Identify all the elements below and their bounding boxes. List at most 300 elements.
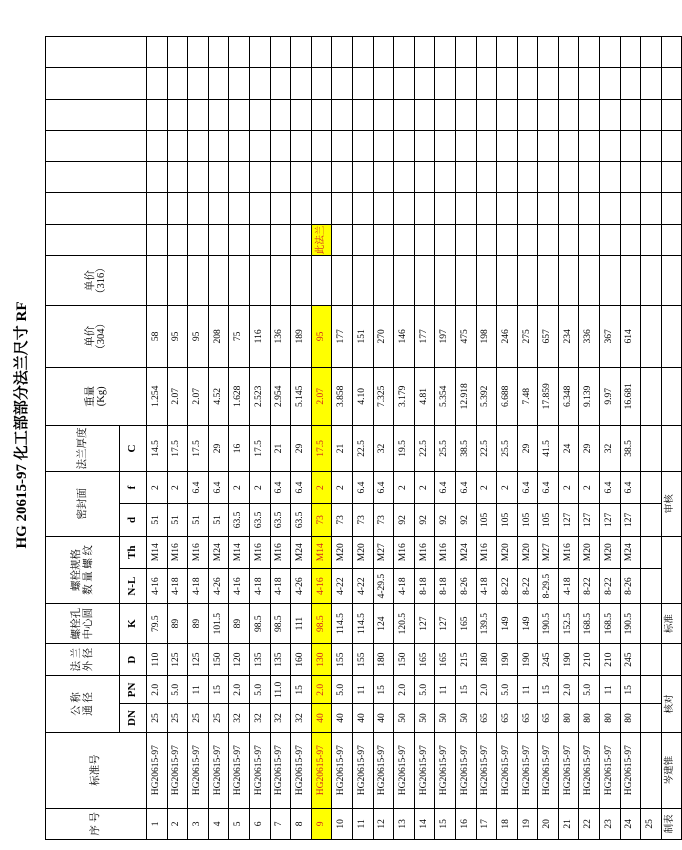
cell-price-304: 657 — [538, 306, 559, 368]
footer-checked-label: 核对 — [661, 676, 681, 732]
cell-bolt-circle: 120.5 — [394, 604, 415, 644]
cell-bolt-thread: M20 — [332, 536, 353, 568]
footer-prepared-by: 岑建锥 — [661, 732, 681, 808]
table-row — [373, 37, 394, 840]
cell-bolt-thread: M16 — [394, 536, 415, 568]
cell-blank — [579, 68, 600, 99]
cell-standard: HG20615-97 — [249, 732, 270, 808]
cell-dn: 80 — [620, 704, 641, 732]
cell-blank — [311, 162, 332, 193]
cell-price-304: 95 — [188, 306, 209, 368]
cell-blank — [414, 68, 435, 99]
cell-blank — [270, 99, 291, 130]
cell-bolt-holes: 8-22 — [497, 568, 518, 603]
cell-seal-f: 6.4 — [538, 471, 559, 503]
cell-seal-d: 73 — [311, 504, 332, 536]
cell-seal-f: 2 — [167, 471, 188, 503]
cell-note — [373, 224, 394, 255]
table-row — [517, 37, 538, 840]
cell-blank — [229, 37, 250, 68]
cell-blank — [352, 68, 373, 99]
cell-note — [641, 224, 662, 255]
cell-pn: 11 — [352, 676, 373, 704]
cell-blank — [517, 193, 538, 224]
cell-seal-d: 73 — [352, 504, 373, 536]
cell-thickness: 22.5 — [476, 426, 497, 472]
cell-seal-f: 2 — [476, 471, 497, 503]
cell-flange-od: 135 — [270, 643, 291, 675]
cell-thickness: 25.5 — [435, 426, 456, 472]
cell-seq: 1 — [147, 808, 168, 839]
cell-note — [538, 224, 559, 255]
cell-standard: HG20615-97 — [394, 732, 415, 808]
header-bolt-spec: 螺栓规格 数 量 螺 纹 — [46, 536, 120, 604]
cell-note — [455, 224, 476, 255]
cell-weight: 5.145 — [291, 367, 312, 425]
cell-standard: HG20615-97 — [373, 732, 394, 808]
cell-blank — [332, 68, 353, 99]
cell-flange-od: 130 — [311, 643, 332, 675]
cell-standard: HG20615-97 — [291, 732, 312, 808]
cell-dn: 50 — [414, 704, 435, 732]
footer-cell — [661, 536, 681, 604]
cell-price-316 — [517, 256, 538, 306]
cell-flange-od: 150 — [208, 643, 229, 675]
cell-blank — [538, 99, 559, 130]
cell-price-316 — [208, 256, 229, 306]
cell-blank — [291, 162, 312, 193]
cell-dn: 25 — [188, 704, 209, 732]
cell-blank — [579, 193, 600, 224]
cell-seal-d: 51 — [188, 504, 209, 536]
cell-blank — [229, 68, 250, 99]
cell-weight: 5.392 — [476, 367, 497, 425]
cell-standard: HG20615-97 — [476, 732, 497, 808]
cell-pn: 2.0 — [476, 676, 497, 704]
cell-blank — [641, 130, 662, 161]
cell-bolt-holes: 4-18 — [558, 568, 579, 603]
cell-blank — [497, 162, 518, 193]
cell-price-316 — [188, 256, 209, 306]
cell-bolt-circle: 101.5 — [208, 604, 229, 644]
cell-blank — [394, 193, 415, 224]
cell-price-304: 246 — [497, 306, 518, 368]
cell-bolt-holes: 4-16 — [311, 568, 332, 603]
cell-standard: HG20615-97 — [352, 732, 373, 808]
cell-blank — [394, 99, 415, 130]
cell-price-304: 75 — [229, 306, 250, 368]
cell-note — [497, 224, 518, 255]
cell-price-304: 234 — [558, 306, 579, 368]
cell-blank — [373, 68, 394, 99]
cell-blank — [188, 130, 209, 161]
header-flange-od: 法 兰 外 径 — [46, 643, 120, 675]
cell-bolt-thread: M24 — [208, 536, 229, 568]
cell-bolt-thread: M16 — [558, 536, 579, 568]
cell-seq: 5 — [229, 808, 250, 839]
cell-price-316 — [620, 256, 641, 306]
cell-blank — [476, 130, 497, 161]
cell-thickness: 32 — [600, 426, 621, 472]
cell-bolt-circle: 98.5 — [270, 604, 291, 644]
cell-thickness: 29 — [579, 426, 600, 472]
cell-standard: HG20615-97 — [497, 732, 518, 808]
cell-thickness: 19.5 — [394, 426, 415, 472]
cell-price-304: 197 — [435, 306, 456, 368]
cell-note — [270, 224, 291, 255]
cell-standard: HG20615-97 — [167, 732, 188, 808]
cell-blank — [291, 99, 312, 130]
cell-seal-d: 105 — [538, 504, 559, 536]
footer-cell — [661, 130, 681, 161]
flange-size-table — [45, 36, 682, 840]
cell-bolt-thread: M24 — [291, 536, 312, 568]
cell-blank — [229, 99, 250, 130]
cell-thickness: 29 — [208, 426, 229, 472]
cell-dn: 50 — [394, 704, 415, 732]
cell-seq: 12 — [373, 808, 394, 839]
cell-dn: 80 — [558, 704, 579, 732]
subheader-th: Th — [120, 536, 147, 568]
cell-thickness: 22.5 — [352, 426, 373, 472]
cell-price-316 — [394, 256, 415, 306]
cell-seq: 4 — [208, 808, 229, 839]
cell-blank — [538, 68, 559, 99]
cell-blank — [579, 162, 600, 193]
cell-flange-od: 210 — [579, 643, 600, 675]
cell-blank — [435, 130, 456, 161]
cell-price-316 — [579, 256, 600, 306]
cell-price-304: 151 — [352, 306, 373, 368]
cell-pn: 5.0 — [579, 676, 600, 704]
table-row — [538, 37, 559, 840]
cell-bolt-circle: 114.5 — [352, 604, 373, 644]
cell-note: 此法兰 — [311, 224, 332, 255]
cell-blank — [249, 68, 270, 99]
cell-weight: 6.348 — [558, 367, 579, 425]
cell-weight: 4.52 — [208, 367, 229, 425]
cell-blank — [270, 162, 291, 193]
cell-seal-d: 92 — [394, 504, 415, 536]
cell-seal-f: 6.4 — [270, 471, 291, 503]
cell-note — [620, 224, 641, 255]
cell-flange-od: 165 — [435, 643, 456, 675]
cell-blank — [373, 99, 394, 130]
cell-dn: 65 — [497, 704, 518, 732]
cell-flange-od: 135 — [249, 643, 270, 675]
table-row — [188, 37, 209, 840]
cell-bolt-holes: 8-22 — [600, 568, 621, 603]
cell-bolt-circle: 139.5 — [476, 604, 497, 644]
cell-blank — [291, 68, 312, 99]
cell-seal-d: 73 — [373, 504, 394, 536]
cell-weight: 2.07 — [167, 367, 188, 425]
cell-note — [414, 224, 435, 255]
cell-seal-f: 6.4 — [373, 471, 394, 503]
cell-blank — [558, 37, 579, 68]
cell-bolt-circle: 190.5 — [538, 604, 559, 644]
header-blank — [46, 162, 147, 193]
cell-bolt-holes: 8-22 — [517, 568, 538, 603]
cell-standard: HG20615-97 — [229, 732, 250, 808]
cell-note — [517, 224, 538, 255]
cell-bolt-holes: 8-22 — [579, 568, 600, 603]
cell-blank — [558, 130, 579, 161]
cell-pn: 5.0 — [167, 676, 188, 704]
cell-blank — [229, 162, 250, 193]
cell-seq: 9 — [311, 808, 332, 839]
cell-pn: 2.0 — [558, 676, 579, 704]
cell-blank — [311, 99, 332, 130]
cell-blank — [188, 68, 209, 99]
page-title: HG 20615-97 化工部部分法兰尺寸 RF — [14, 301, 30, 549]
cell-standard: HG20615-97 — [579, 732, 600, 808]
cell-seq: 17 — [476, 808, 497, 839]
cell-price-304 — [641, 306, 662, 368]
cell-seal-d: 105 — [517, 504, 538, 536]
cell-note — [249, 224, 270, 255]
cell-seal-d: 127 — [579, 504, 600, 536]
cell-blank — [311, 68, 332, 99]
table-row — [208, 37, 229, 840]
cell-weight — [641, 367, 662, 425]
cell-note — [167, 224, 188, 255]
cell-blank — [476, 68, 497, 99]
cell-seal-d: 127 — [558, 504, 579, 536]
cell-bolt-holes: 8-18 — [414, 568, 435, 603]
cell-price-316 — [311, 256, 332, 306]
cell-standard: HG20615-97 — [311, 732, 332, 808]
cell-price-304: 177 — [414, 306, 435, 368]
cell-weight: 1.254 — [147, 367, 168, 425]
cell-bolt-circle: 149 — [497, 604, 518, 644]
cell-seal-f: 6.4 — [208, 471, 229, 503]
cell-blank — [414, 193, 435, 224]
cell-blank — [455, 37, 476, 68]
cell-price-304: 95 — [167, 306, 188, 368]
cell-seq: 6 — [249, 808, 270, 839]
cell-seq: 16 — [455, 808, 476, 839]
cell-seal-f: 6.4 — [517, 471, 538, 503]
cell-bolt-thread: M16 — [249, 536, 270, 568]
cell-blank — [270, 68, 291, 99]
cell-thickness: 21 — [332, 426, 353, 472]
cell-standard: HG20615-97 — [208, 732, 229, 808]
cell-blank — [517, 37, 538, 68]
cell-note — [579, 224, 600, 255]
cell-blank — [229, 193, 250, 224]
cell-bolt-holes: 8-18 — [435, 568, 456, 603]
cell-blank — [167, 130, 188, 161]
cell-seq: 14 — [414, 808, 435, 839]
cell-blank — [394, 68, 415, 99]
cell-seal-f: 6.4 — [600, 471, 621, 503]
cell-bolt-circle: 111 — [291, 604, 312, 644]
cell-price-304: 208 — [208, 306, 229, 368]
cell-weight: 16.681 — [620, 367, 641, 425]
cell-bolt-thread: M16 — [270, 536, 291, 568]
cell-price-304: 275 — [517, 306, 538, 368]
cell-blank — [270, 130, 291, 161]
cell-blank — [373, 37, 394, 68]
cell-weight: 2.954 — [270, 367, 291, 425]
cell-bolt-thread: M16 — [435, 536, 456, 568]
cell-pn: 11 — [188, 676, 209, 704]
cell-bolt-circle: 114.5 — [332, 604, 353, 644]
cell-blank — [435, 68, 456, 99]
cell-flange-od: 155 — [352, 643, 373, 675]
cell-blank — [352, 37, 373, 68]
cell-blank — [476, 162, 497, 193]
cell-pn: 15 — [291, 676, 312, 704]
table-row — [291, 37, 312, 840]
cell-thickness: 29 — [517, 426, 538, 472]
header-seq: 序 号 — [46, 808, 147, 839]
cell-note — [291, 224, 312, 255]
cell-dn: 50 — [435, 704, 456, 732]
cell-blank — [332, 193, 353, 224]
cell-seal-f: 2 — [558, 471, 579, 503]
cell-price-304: 95 — [311, 306, 332, 368]
cell-pn: 2.0 — [229, 676, 250, 704]
cell-blank — [476, 37, 497, 68]
cell-blank — [332, 162, 353, 193]
cell-pn: 5.0 — [497, 676, 518, 704]
cell-seal-d: 92 — [435, 504, 456, 536]
cell-blank — [497, 130, 518, 161]
table-row — [270, 37, 291, 840]
cell-thickness: 41.5 — [538, 426, 559, 472]
cell-price-304: 336 — [579, 306, 600, 368]
cell-bolt-holes: 4-22 — [352, 568, 373, 603]
cell-weight: 7.325 — [373, 367, 394, 425]
cell-blank — [600, 37, 621, 68]
table-row — [497, 37, 518, 840]
cell-blank — [167, 193, 188, 224]
cell-standard: HG20615-97 — [414, 732, 435, 808]
cell-seal-d — [641, 504, 662, 536]
cell-blank — [600, 99, 621, 130]
cell-blank — [352, 99, 373, 130]
cell-flange-od: 150 — [394, 643, 415, 675]
footer-standard-label: 标准 — [661, 604, 681, 644]
cell-blank — [311, 37, 332, 68]
cell-seal-d: 63.5 — [229, 504, 250, 536]
cell-pn: 11 — [600, 676, 621, 704]
cell-bolt-circle: 127 — [414, 604, 435, 644]
cell-price-316 — [291, 256, 312, 306]
cell-seal-f: 2 — [497, 471, 518, 503]
cell-flange-od: 245 — [620, 643, 641, 675]
cell-price-316 — [497, 256, 518, 306]
cell-blank — [641, 162, 662, 193]
cell-blank — [435, 37, 456, 68]
cell-seq: 23 — [600, 808, 621, 839]
table-row — [435, 37, 456, 840]
cell-blank — [147, 37, 168, 68]
table-row — [600, 37, 621, 840]
cell-price-316 — [270, 256, 291, 306]
cell-bolt-thread: M20 — [352, 536, 373, 568]
cell-bolt-thread: M14 — [229, 536, 250, 568]
header-blank — [46, 68, 147, 99]
cell-blank — [455, 130, 476, 161]
cell-bolt-holes: 4-18 — [188, 568, 209, 603]
cell-blank — [352, 162, 373, 193]
cell-standard: HG20615-97 — [332, 732, 353, 808]
cell-blank — [352, 130, 373, 161]
cell-seq: 22 — [579, 808, 600, 839]
cell-note — [332, 224, 353, 255]
cell-price-304: 475 — [455, 306, 476, 368]
cell-price-304: 136 — [270, 306, 291, 368]
cell-dn: 65 — [538, 704, 559, 732]
cell-seal-f — [641, 471, 662, 503]
cell-bolt-thread: M16 — [476, 536, 497, 568]
cell-dn: 25 — [147, 704, 168, 732]
cell-blank — [620, 37, 641, 68]
cell-thickness: 17.5 — [188, 426, 209, 472]
cell-seal-f: 6.4 — [435, 471, 456, 503]
cell-flange-od: 215 — [455, 643, 476, 675]
cell-blank — [249, 130, 270, 161]
cell-blank — [373, 193, 394, 224]
cell-seal-d: 63.5 — [291, 504, 312, 536]
cell-seal-d: 127 — [600, 504, 621, 536]
cell-blank — [600, 193, 621, 224]
cell-dn: 65 — [476, 704, 497, 732]
table-row — [332, 37, 353, 840]
cell-blank — [188, 193, 209, 224]
cell-seal-f: 6.4 — [291, 471, 312, 503]
cell-bolt-circle: 168.5 — [579, 604, 600, 644]
cell-blank — [538, 193, 559, 224]
cell-flange-od: 155 — [332, 643, 353, 675]
cell-seal-d: 51 — [208, 504, 229, 536]
cell-weight: 12.918 — [455, 367, 476, 425]
cell-weight: 4.81 — [414, 367, 435, 425]
cell-standard: HG20615-97 — [558, 732, 579, 808]
cell-seq: 15 — [435, 808, 456, 839]
cell-standard: HG20615-97 — [270, 732, 291, 808]
header-standard: 标准号 — [46, 732, 147, 808]
cell-pn: 15 — [620, 676, 641, 704]
footer-cell — [661, 68, 681, 99]
cell-blank — [435, 162, 456, 193]
cell-blank — [249, 193, 270, 224]
cell-flange-od: 165 — [414, 643, 435, 675]
cell-bolt-thread: M27 — [538, 536, 559, 568]
cell-bolt-holes: 4-18 — [167, 568, 188, 603]
cell-blank — [270, 193, 291, 224]
cell-bolt-holes: 4-26 — [208, 568, 229, 603]
cell-seal-f: 6.4 — [620, 471, 641, 503]
cell-note — [435, 224, 456, 255]
cell-dn: 50 — [455, 704, 476, 732]
cell-blank — [455, 99, 476, 130]
cell-bolt-thread: M20 — [579, 536, 600, 568]
cell-thickness: 17.5 — [249, 426, 270, 472]
cell-bolt-circle: 149 — [517, 604, 538, 644]
cell-blank — [476, 193, 497, 224]
cell-bolt-thread: M16 — [167, 536, 188, 568]
cell-blank — [291, 130, 312, 161]
cell-pn: 15 — [208, 676, 229, 704]
cell-blank — [208, 162, 229, 193]
cell-pn: 2.0 — [394, 676, 415, 704]
cell-standard: HG20615-97 — [435, 732, 456, 808]
cell-seal-f: 6.4 — [188, 471, 209, 503]
